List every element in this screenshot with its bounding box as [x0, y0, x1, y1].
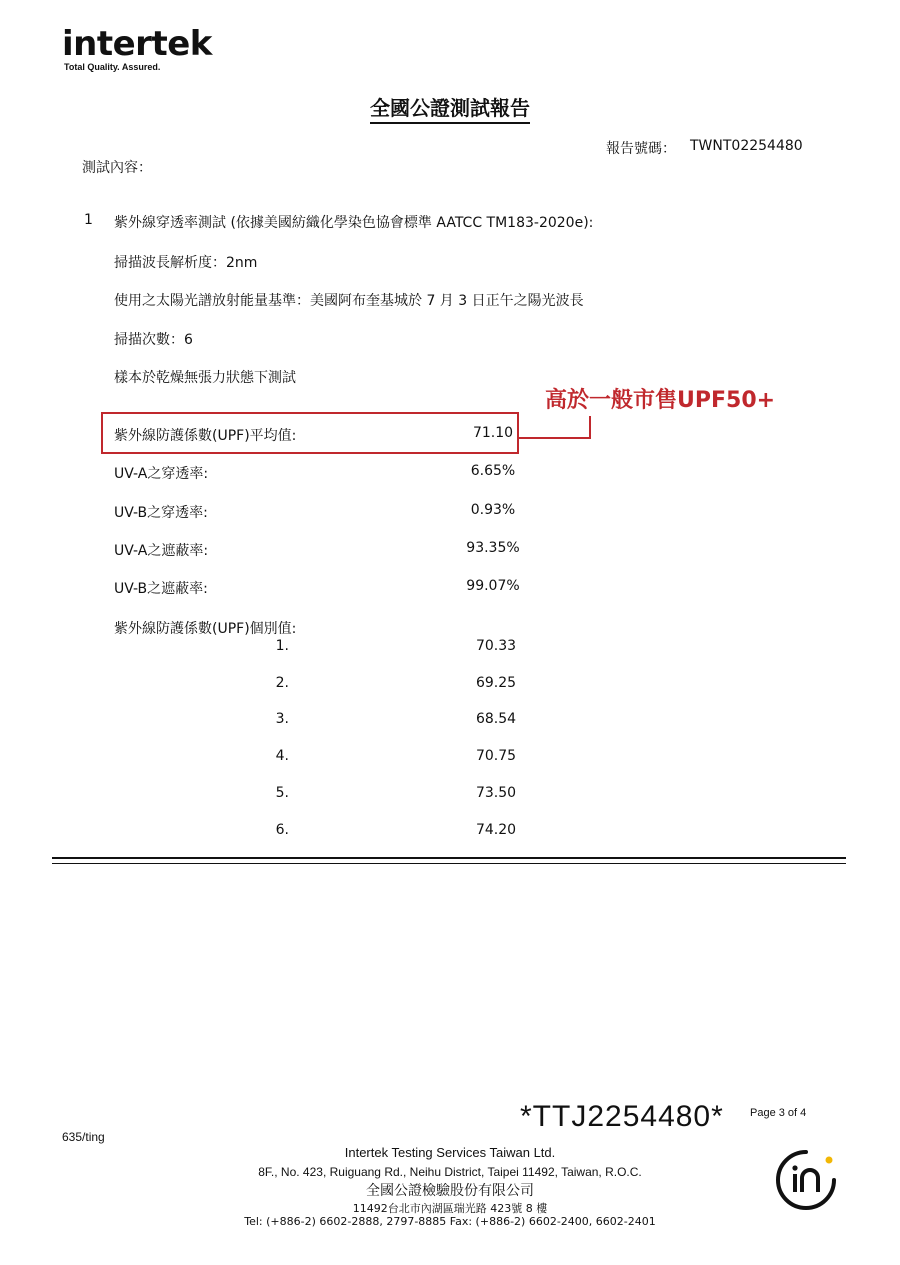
result-label-upf-average: 紫外線防護係數(UPF)平均值: [114, 428, 297, 444]
page-number: Page 3 of 4 [750, 1107, 807, 1119]
intertek-circle-logo-icon [774, 1148, 838, 1212]
intertek-logo: intertek [62, 24, 212, 64]
address-zh: 11492台北市內湖區瑞光路 423號 8 樓 [352, 1202, 548, 1215]
individual-value: 73.50 [475, 785, 517, 801]
document-title-text: 全國公證測試報告 [370, 96, 530, 124]
logo-tagline: Total Quality. Assured. [64, 62, 161, 72]
upf-annotation: 高於一般市售UPF50+ [545, 388, 776, 413]
section-divider [52, 857, 846, 859]
barcode-text: *TTJ2254480* [520, 1100, 724, 1133]
individual-value: 68.54 [475, 711, 517, 727]
result-value-uva-transmittance: 6.65% [470, 463, 516, 479]
contact-info: Tel: (+886-2) 6602-2888, 2797-8885 Fax: (+886-2) 6602-2400, 6602-2401 [244, 1215, 656, 1228]
item-title: 紫外線穿透率測試 (依據美國紡織化學染色協會標準 AATCC TM183-2020e): [114, 215, 594, 231]
company-name-zh: 全國公證檢驗股份有限公司 [366, 1183, 534, 1199]
item-number: 1 [84, 212, 93, 228]
result-value-uvb-blocking: 99.07% [466, 578, 520, 594]
detail-sample-condition: 樣本於乾燥無張力狀態下測試 [114, 370, 296, 386]
individual-value: 74.20 [475, 822, 517, 838]
report-number: TWNT02254480 [690, 138, 803, 154]
individual-index: 6. [275, 822, 289, 838]
detail-solar-spectrum: 使用之太陽光譜放射能量基準：美國阿布奎基城於 7 月 3 日正午之陽光波長 [114, 293, 584, 309]
test-content-label: 測試內容： [82, 160, 152, 176]
individual-index: 4. [275, 748, 289, 764]
individual-value: 70.75 [475, 748, 517, 764]
company-name-en: Intertek Testing Services Taiwan Ltd. [344, 1145, 556, 1160]
result-label-uva-blocking: UV-A之遮蔽率: [114, 543, 209, 559]
result-label-uvb-transmittance: UV-B之穿透率: [114, 505, 208, 521]
annotation-connector-vertical [589, 416, 591, 438]
individual-index: 5. [275, 785, 289, 801]
individual-value: 69.25 [475, 675, 517, 691]
detail-scan-resolution: 掃描波長解析度：2nm [114, 255, 258, 271]
individual-index: 1. [275, 638, 289, 654]
individual-value: 70.33 [475, 638, 517, 654]
author-initials: 635/ting [62, 1130, 105, 1144]
result-value-uvb-transmittance: 0.93% [470, 502, 516, 518]
result-value-upf-average: 71.10 [472, 425, 514, 441]
document-title [0, 92, 900, 121]
section-divider-thin [52, 863, 846, 864]
individual-index: 2. [275, 675, 289, 691]
address-en: 8F., No. 423, Ruiguang Rd., Neihu District, Taipei 11492, Taiwan, R.O.C. [258, 1165, 642, 1179]
report-number-label: 報告號碼： [606, 141, 676, 157]
individual-upf-label: 紫外線防護係數(UPF)個別值: [114, 621, 297, 637]
detail-scan-count: 掃描次數：6 [114, 332, 193, 348]
result-label-uva-transmittance: UV-A之穿透率: [114, 466, 209, 482]
result-label-uvb-blocking: UV-B之遮蔽率: [114, 581, 208, 597]
individual-index: 3. [275, 711, 289, 727]
result-value-uva-blocking: 93.35% [466, 540, 520, 556]
